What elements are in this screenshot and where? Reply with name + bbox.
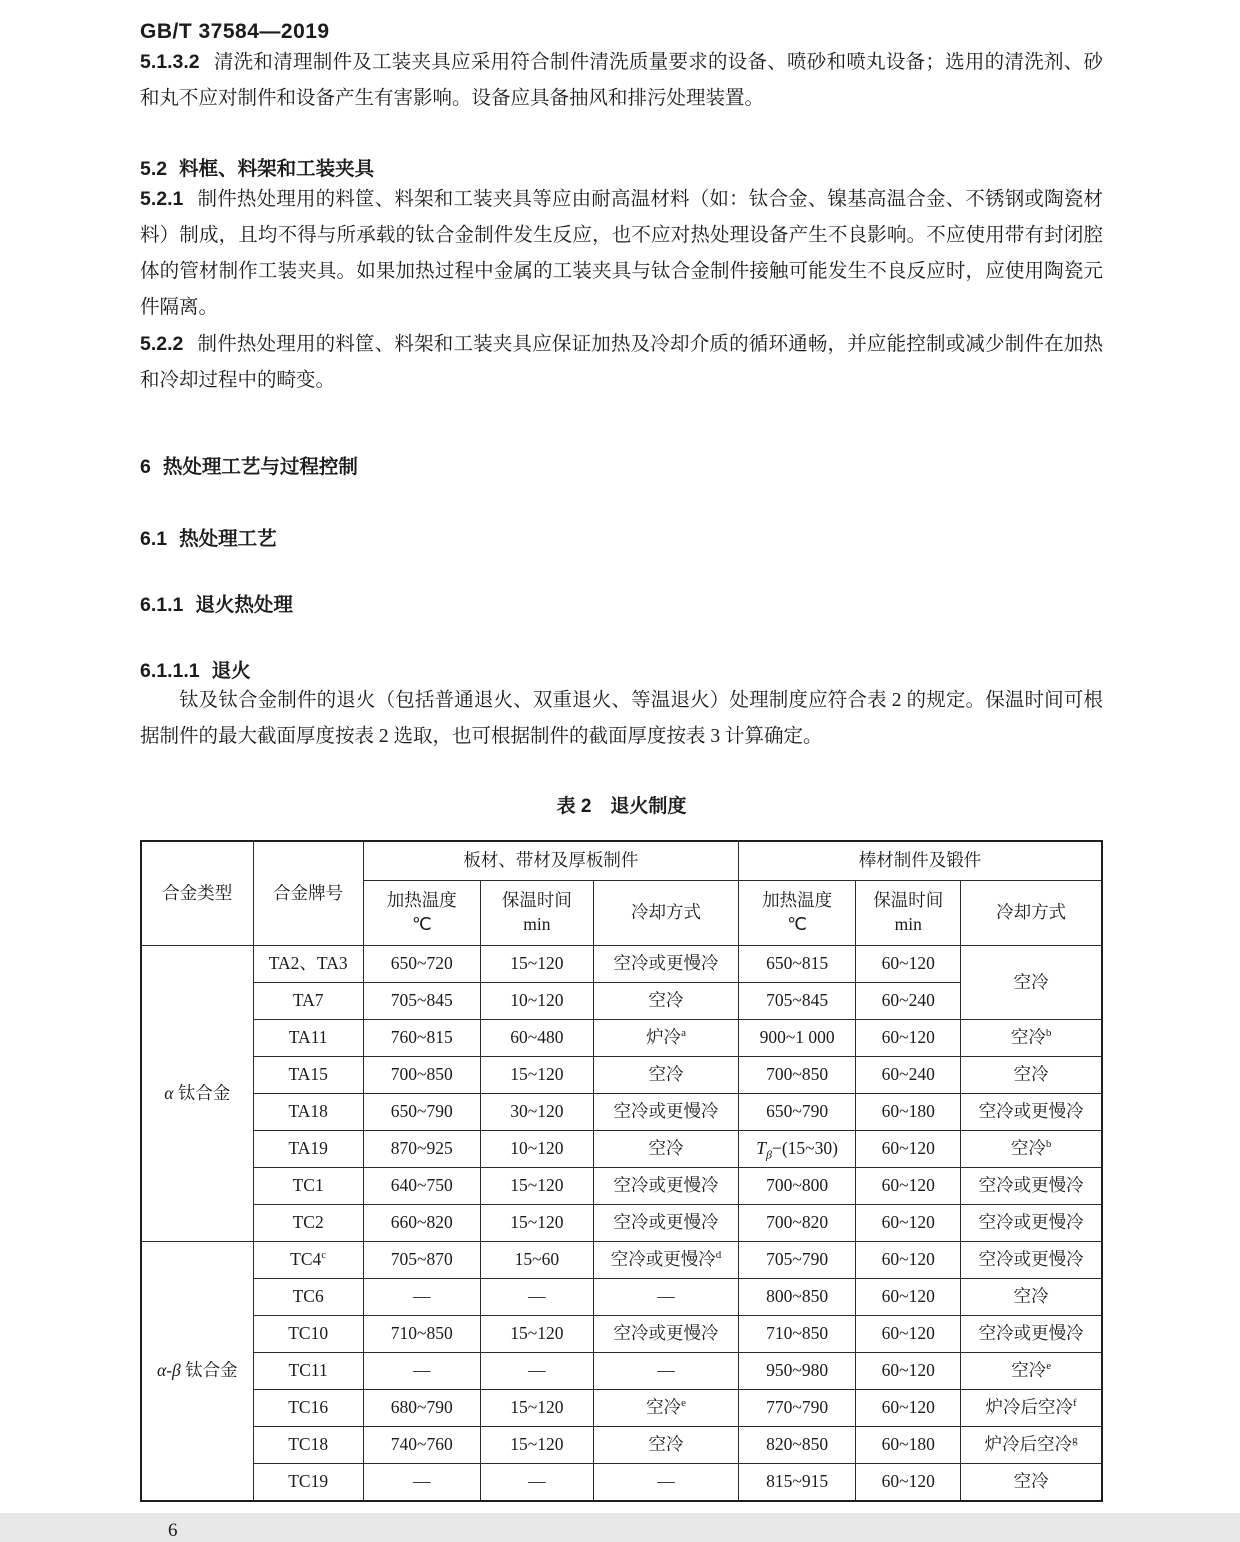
alloy-type-group-cell: α-β 钛合金 — [141, 1242, 253, 1502]
table-cell: TC4$^c$ — [253, 1242, 363, 1279]
table-cell: 空冷 — [593, 1427, 738, 1464]
clause-number: 6 — [140, 456, 151, 478]
table-row — [141, 1168, 1102, 1205]
header-line: min — [894, 914, 922, 934]
table-cell: 空冷或更慢冷 — [961, 1094, 1102, 1131]
table-cell: 炉冷后空冷$^f$ — [961, 1390, 1102, 1427]
heading-5-2 — [140, 153, 1103, 181]
header-alloy-grade: 合金牌号 — [253, 841, 363, 946]
table-caption: 表 2 退火制度 — [556, 796, 687, 817]
doc-number: GB/T 37584—2019 — [140, 20, 330, 43]
table-cell: 705~790 — [739, 1242, 856, 1279]
table-cell: TC19 — [253, 1464, 363, 1502]
clause-number: 5.2.1 — [140, 188, 184, 210]
table-cell: 空冷 — [593, 983, 738, 1020]
table-cell: 空冷或更慢冷 — [593, 946, 738, 983]
table-cell: TC2 — [253, 1205, 363, 1242]
table-cell: 空冷或更慢冷 — [593, 1168, 738, 1205]
table-cell: 空冷或更慢冷 — [593, 1316, 738, 1353]
clause-text: 清洗和清理制件及工装夹具应采用符合制件清洗质量要求的设备、喷砂和喷丸设备；选用的清洗剂、砂和丸不应对制件和设备产生有害影响。设备应具备抽风和排污处理装置。 — [140, 52, 1103, 109]
table-cell: — — [363, 1353, 480, 1390]
clause-number: 5.2.2 — [140, 333, 184, 355]
clause-5-1-3-2 — [140, 44, 1103, 117]
table-cell: TC6 — [253, 1279, 363, 1316]
table-cell: 60~180 — [856, 1427, 961, 1464]
table-row — [141, 1094, 1102, 1131]
table-row — [141, 1390, 1102, 1427]
header-line: 保温时间 — [501, 890, 572, 911]
table-cell: 770~790 — [739, 1390, 856, 1427]
table-cell: $T_\beta-(15\sim 30)$ — [739, 1131, 856, 1168]
table-cell: TC16 — [253, 1390, 363, 1427]
table-cell: 空冷$^e$ — [961, 1353, 1102, 1390]
header-group-plate: 板材、带材及厚板制件 — [363, 841, 738, 881]
table-cell: TC10 — [253, 1316, 363, 1353]
table-row — [141, 1353, 1102, 1390]
table-row — [141, 1242, 1102, 1279]
table-row — [141, 1131, 1102, 1168]
table-cell: 空冷 — [961, 1464, 1102, 1502]
header-line: 加热温度 — [762, 890, 833, 911]
header-line: 加热温度 — [386, 890, 457, 911]
table-cell: 空冷$^e$ — [593, 1390, 738, 1427]
table-cell: 700~850 — [739, 1057, 856, 1094]
table-cell: TA7 — [253, 983, 363, 1020]
table-cell: 815~915 — [739, 1464, 856, 1502]
table-cell: 空冷或更慢冷 — [961, 1205, 1102, 1242]
table-cell: TC11 — [253, 1353, 363, 1390]
table-cell: 空冷或更慢冷 — [961, 1316, 1102, 1353]
table-row — [141, 1020, 1102, 1057]
page-number: 6 — [168, 1520, 178, 1541]
header-line: ℃ — [787, 914, 807, 934]
table-cell: 705~845 — [363, 983, 480, 1020]
table-cell: 60~120 — [856, 1205, 961, 1242]
table-cell: 空冷 — [593, 1057, 738, 1094]
table-cell: 680~790 — [363, 1390, 480, 1427]
header-bar-cooling: 冷却方式 — [961, 881, 1102, 946]
heading-title: 热处理工艺 — [179, 528, 277, 550]
table-cell: TA19 — [253, 1131, 363, 1168]
table-row — [141, 1205, 1102, 1242]
table-cell: 15~120 — [480, 1427, 593, 1464]
table-cell: 空冷 — [961, 1057, 1102, 1094]
table-cell: 60~240 — [856, 983, 961, 1020]
header-line: ℃ — [411, 914, 432, 934]
table-cell: 15~60 — [480, 1242, 593, 1279]
table-cell: 15~120 — [480, 1316, 593, 1353]
table-cell: 15~120 — [480, 1205, 593, 1242]
table-cell: — — [593, 1464, 738, 1502]
table-cell: 15~120 — [480, 946, 593, 983]
table-cell: 60~120 — [856, 1020, 961, 1057]
table-cell: 60~120 — [856, 1390, 961, 1427]
table-cell: 空冷或更慢冷 — [961, 1242, 1102, 1279]
clause-number: 5.1.3.2 — [140, 51, 200, 73]
table-cell: — — [480, 1353, 593, 1390]
header-plate-temp — [363, 881, 480, 946]
table-cell: 700~800 — [739, 1168, 856, 1205]
clause-number: 6.1.1 — [140, 594, 184, 616]
clause-5-2-2 — [140, 326, 1103, 399]
table-cell: 空冷$^b$ — [961, 1131, 1102, 1168]
table-row — [141, 983, 1102, 1020]
table-cell: 740~760 — [363, 1427, 480, 1464]
heading-6-1-1-1 — [140, 655, 1103, 683]
table-cell: 60~120 — [856, 1316, 961, 1353]
annealing-table-body — [141, 946, 1102, 1502]
table-cell: 60~180 — [856, 1094, 961, 1131]
heading-title: 热处理工艺与过程控制 — [162, 456, 358, 478]
table-row — [141, 1427, 1102, 1464]
table-cell: TA11 — [253, 1020, 363, 1057]
clause-number: 5.2 — [140, 158, 168, 180]
heading-6 — [140, 451, 1103, 479]
table-cell: 705~870 — [363, 1242, 480, 1279]
table-cell: — — [480, 1279, 593, 1316]
table-row — [141, 1279, 1102, 1316]
clause-number: 6.1.1.1 — [140, 660, 200, 682]
heading-title: 料框、料架和工装夹具 — [179, 158, 375, 180]
table-cell: TA2、TA3 — [253, 946, 363, 983]
table-cell: 900~1 000 — [739, 1020, 856, 1057]
header-bar-time — [856, 881, 961, 946]
table-cell: 空冷或更慢冷 — [593, 1205, 738, 1242]
table-cell: 870~925 — [363, 1131, 480, 1168]
clause-5-2-1 — [140, 181, 1103, 326]
heading-6-1-1 — [140, 589, 1103, 617]
table-cell: 10~120 — [480, 1131, 593, 1168]
header-alloy-type: 合金类型 — [141, 841, 253, 946]
table-cell: 710~850 — [739, 1316, 856, 1353]
table-row — [141, 946, 1102, 983]
table-cell: 650~790 — [739, 1094, 856, 1131]
table-cell: 60~120 — [856, 1279, 961, 1316]
table-cell: TC18 — [253, 1427, 363, 1464]
table-cell: 705~845 — [739, 983, 856, 1020]
table-cell: 650~815 — [739, 946, 856, 983]
table-cell: — — [363, 1279, 480, 1316]
header-plate-time — [480, 881, 593, 946]
table-header-row-groups — [141, 841, 1102, 881]
table-cell: 710~850 — [363, 1316, 480, 1353]
table-cell: 700~820 — [739, 1205, 856, 1242]
table-cell: 700~850 — [363, 1057, 480, 1094]
table-cell: 空冷或更慢冷 — [961, 1168, 1102, 1205]
table-cell: 空冷或更慢冷 — [593, 1094, 738, 1131]
table-cell: 空冷$^b$ — [961, 1020, 1102, 1057]
table-cell: 650~790 — [363, 1094, 480, 1131]
table-row — [141, 1464, 1102, 1502]
table-cell: 空冷 — [593, 1131, 738, 1168]
intro-paragraph: 钛及钛合金制件的退火（包括普通退火、双重退火、等温退火）处理制度应符合表 2 的规定。保温时间可根据制件的最大截面厚度按表 2 选取，也可根据制件的截面厚度按表 3 计算确定。 — [140, 690, 1103, 747]
table-cell: 10~120 — [480, 983, 593, 1020]
table-cell: 空冷或更慢冷$^d$ — [593, 1242, 738, 1279]
table-cell: TC1 — [253, 1168, 363, 1205]
header-plate-cooling: 冷却方式 — [593, 881, 738, 946]
table-cell: 炉冷后空冷$^g$ — [961, 1427, 1102, 1464]
table-cell: 炉冷$^a$ — [593, 1020, 738, 1057]
clause-number: 6.1 — [140, 528, 168, 550]
header-bar-temp — [739, 881, 856, 946]
table-cell: 60~120 — [856, 1464, 961, 1502]
table-cell: 60~120 — [856, 1131, 961, 1168]
table-cell: 60~120 — [856, 946, 961, 983]
table-cell: 650~720 — [363, 946, 480, 983]
alloy-type-group-cell: α 钛合金 — [141, 946, 253, 1242]
annealing-table — [140, 840, 1103, 1502]
table-cell: 760~815 — [363, 1020, 480, 1057]
table-cell: 820~850 — [739, 1427, 856, 1464]
heading-title: 退火 — [211, 660, 251, 682]
table-cell: 660~820 — [363, 1205, 480, 1242]
header-group-bar: 棒材制件及锻件 — [739, 841, 1102, 881]
table-cell: 15~120 — [480, 1390, 593, 1427]
table-cell: 60~120 — [856, 1168, 961, 1205]
header-line: 保温时间 — [873, 890, 944, 911]
table-cell: 30~120 — [480, 1094, 593, 1131]
table-row — [141, 1057, 1102, 1094]
table-cell: 15~120 — [480, 1168, 593, 1205]
table-cell: 15~120 — [480, 1057, 593, 1094]
header-line: min — [523, 914, 551, 934]
table-cell: 空冷 — [961, 1279, 1102, 1316]
table-cell: 空冷 — [961, 946, 1102, 1020]
table-cell: 800~850 — [739, 1279, 856, 1316]
table-cell: — — [593, 1279, 738, 1316]
table-cell: — — [480, 1464, 593, 1502]
clause-text: 制件热处理用的料筐、料架和工装夹具等应由耐高温材料（如：钛合金、镍基高温合金、不锈钢或陶瓷材料）制成，且均不得与所承载的钛合金制件发生反应，也不应对热处理设备产生不良影响。不应使用带有封闭腔体的管材制作工装夹具。如果加热过程中金属的工装夹具与钛合金制件接触可能发生不良反应时，应使用陶瓷元件隔离。 — [140, 189, 1103, 318]
table-cell: TA15 — [253, 1057, 363, 1094]
table-cell: TA18 — [253, 1094, 363, 1131]
heading-6-1 — [140, 523, 1103, 551]
heading-title: 退火热处理 — [195, 594, 293, 616]
table-cell: — — [363, 1464, 480, 1502]
table-cell: 60~480 — [480, 1020, 593, 1057]
table-cell: — — [593, 1353, 738, 1390]
table-cell: 950~980 — [739, 1353, 856, 1390]
table-cell: 60~120 — [856, 1242, 961, 1279]
table-row — [141, 1316, 1102, 1353]
table-cell: 640~750 — [363, 1168, 480, 1205]
clause-text: 制件热处理用的料筐、料架和工装夹具应保证加热及冷却介质的循环通畅，并应能控制或减少制件在加热和冷却过程中的畸变。 — [140, 334, 1103, 391]
table-cell: 60~120 — [856, 1353, 961, 1390]
table-cell: 60~240 — [856, 1057, 961, 1094]
